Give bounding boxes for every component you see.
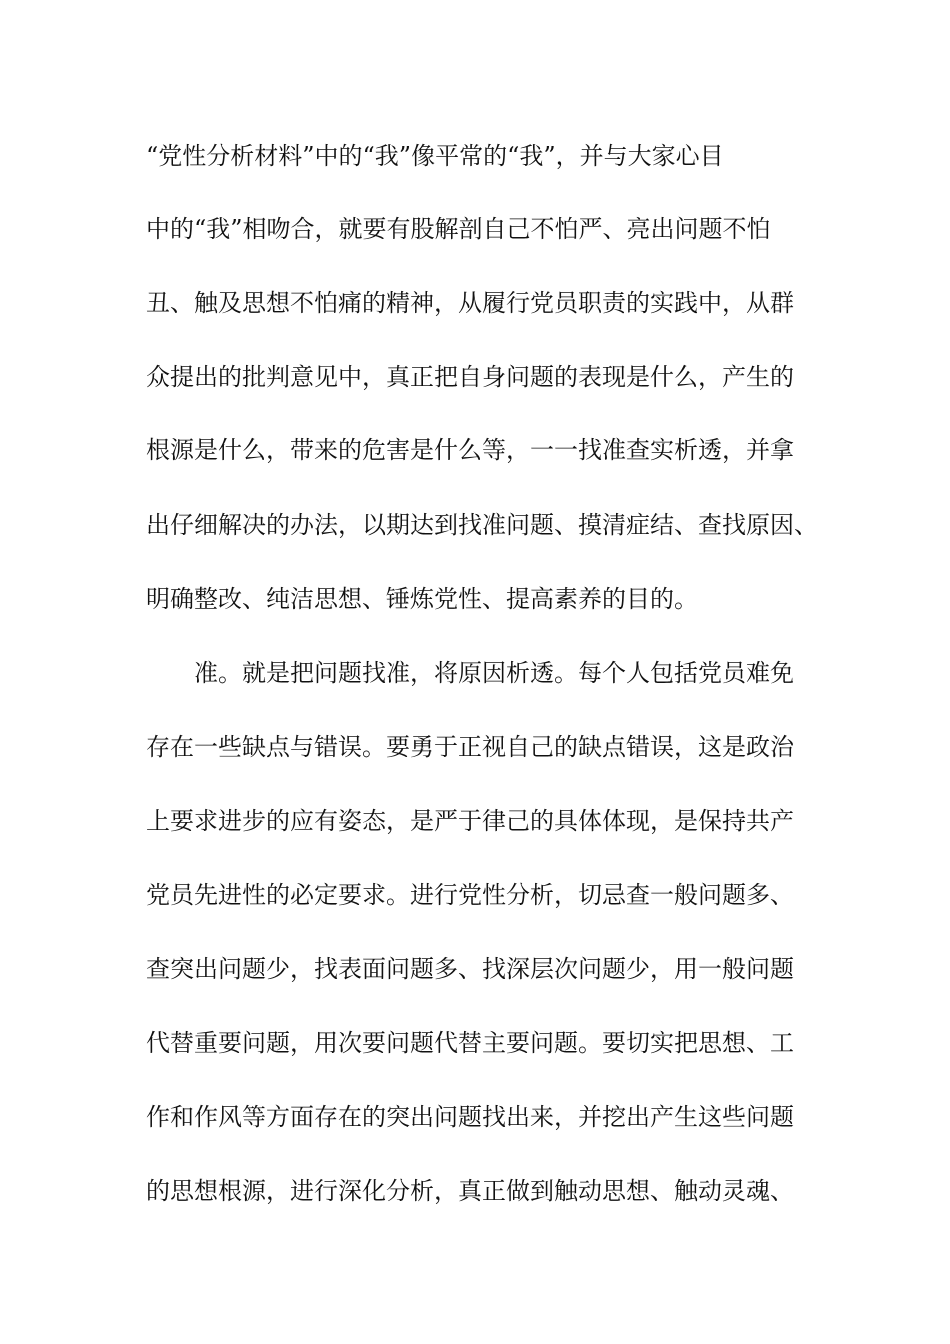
paragraph-start-line: 准。就是把问题找准，将原因析透。每个人包括党员难免 (194, 659, 794, 687)
text-line-10: 上要求进步的应有姿态，是严于律己的具体体现，是保持共产 (146, 807, 794, 835)
text-line-12: 查突出问题少，找表面问题多、找深层次问题少，用一般问题 (146, 955, 794, 983)
text-line-4: 众提出的批判意见中，真正把自身问题的表现是什么，产生的 (146, 363, 794, 391)
text-line-14: 作和作风等方面存在的突出问题找出来，并挖出产生这些问题 (146, 1103, 794, 1131)
text-line-15: 的思想根源，进行深化分析，真正做到触动思想、触动灵魂、 (146, 1177, 794, 1205)
text-line-9: 存在一些缺点与错误。要勇于正视自己的缺点错误，这是政治 (146, 733, 794, 761)
text-line-7: 明确整改、纯洁思想、锤炼党性、提高素养的目的。 (146, 585, 698, 613)
text-line-6: 出仔细解决的办法，以期达到找准问题、摸清症结、查找原因、 (146, 511, 818, 539)
text-line-2: 中的“我”相吻合，就要有股解剖自己不怕严、亮出问题不怕 (146, 215, 771, 243)
text-line-11: 党员先进性的必定要求。进行党性分析，切忌查一般问题多、 (146, 881, 794, 909)
text-line-3: 丑、触及思想不怕痛的精神，从履行党员职责的实践中，从群 (146, 289, 794, 317)
text-line-1: “党性分析材料”中的“我”像平常的“我”，并与大家心目 (146, 142, 724, 170)
text-line-5: 根源是什么，带来的危害是什么等，一一找准查实析透，并拿 (146, 436, 794, 464)
text-line-13: 代替重要问题，用次要问题代替主要问题。要切实把思想、工 (146, 1029, 794, 1057)
